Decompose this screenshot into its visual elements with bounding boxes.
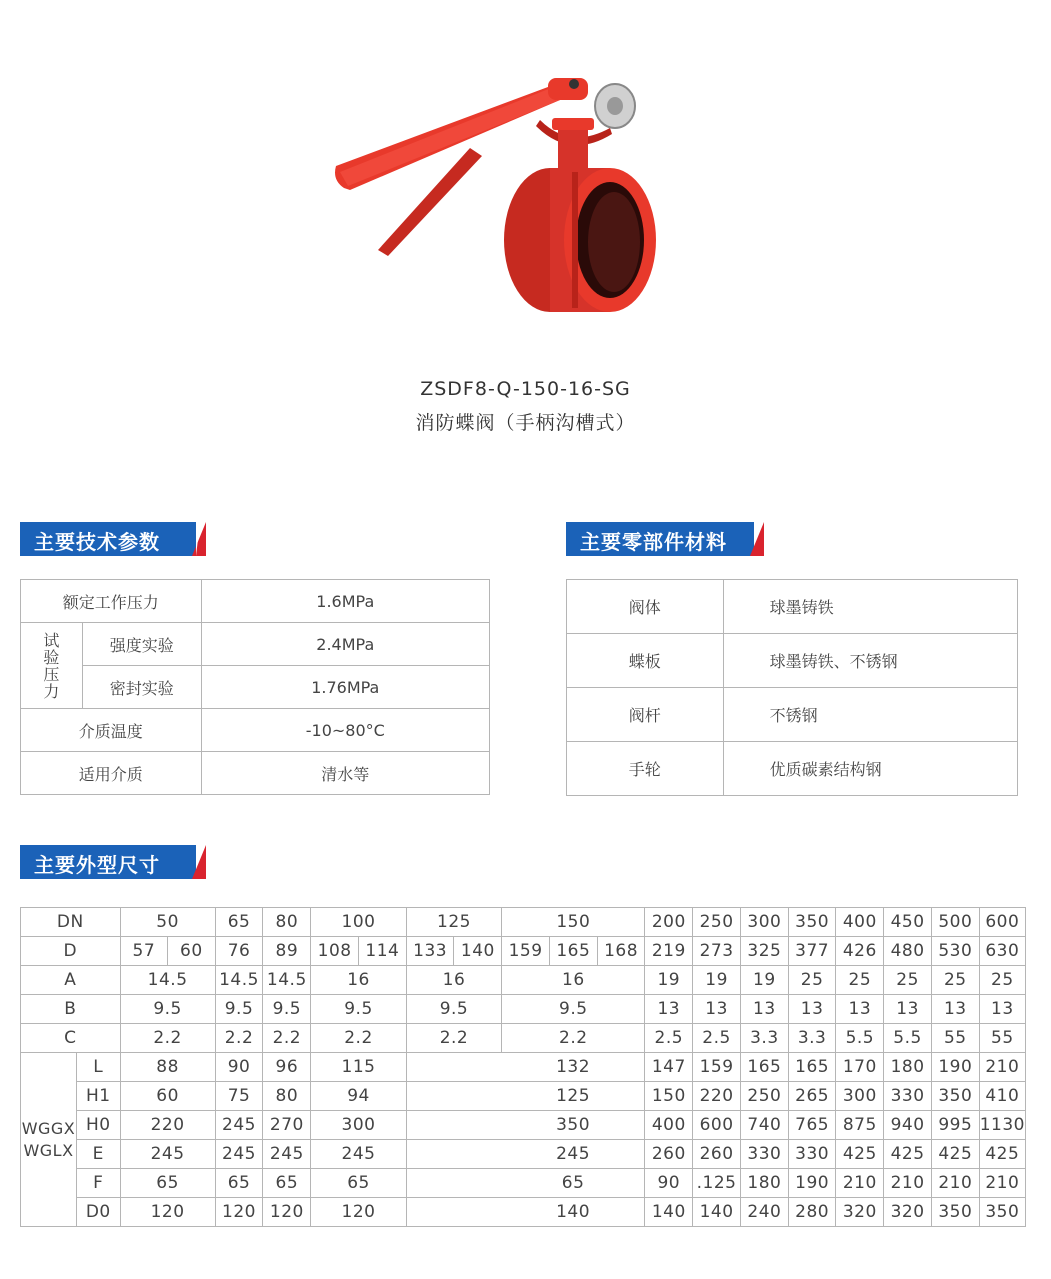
e-cell: 260 [693, 1140, 741, 1169]
seal-test-label: 密封实验 [82, 666, 201, 709]
h1-label: H1 [76, 1082, 120, 1111]
b-cell: 13 [741, 995, 789, 1024]
l-blank-cell [406, 1053, 501, 1082]
c-cell: 55 [979, 1024, 1025, 1053]
f-cell: 65 [502, 1169, 645, 1198]
d0-label: D0 [76, 1198, 120, 1227]
a-label: A [21, 966, 121, 995]
dn-label: DN [21, 908, 121, 937]
d0-cell: 140 [693, 1198, 741, 1227]
section-header-tech [20, 522, 200, 556]
part-material: 优质碳素结构钢 [723, 742, 1017, 796]
l-cell: 115 [311, 1053, 406, 1082]
f-cell: 210 [836, 1169, 884, 1198]
f-blank-cell [406, 1169, 501, 1198]
h0-cell: 600 [693, 1111, 741, 1140]
c-cell: 2.5 [645, 1024, 693, 1053]
d0-cell: 320 [836, 1198, 884, 1227]
d0-cell: 320 [884, 1198, 932, 1227]
b-cell: 13 [931, 995, 979, 1024]
rated-pressure-label: 额定工作压力 [21, 580, 202, 623]
d-cell: 76 [215, 937, 263, 966]
d0-cell: 350 [979, 1198, 1025, 1227]
dn-cell: 250 [693, 908, 741, 937]
product-model: ZSDF8-Q-150-16-SG [420, 378, 631, 400]
dn-cell: 80 [263, 908, 311, 937]
f-cell: 65 [215, 1169, 263, 1198]
table-row [21, 1111, 1026, 1140]
d0-cell: 120 [215, 1198, 263, 1227]
part-name: 手轮 [567, 742, 724, 796]
part-name: 阀体 [567, 580, 724, 634]
table-row [21, 966, 1026, 995]
part-name: 蝶板 [567, 634, 724, 688]
a-cell: 14.5 [215, 966, 263, 995]
e-cell: 245 [215, 1140, 263, 1169]
a-cell: 25 [788, 966, 836, 995]
e-cell: 425 [979, 1140, 1025, 1169]
h1-cell: 350 [931, 1082, 979, 1111]
a-cell: 25 [979, 966, 1025, 995]
b-cell: 13 [788, 995, 836, 1024]
a-cell: 19 [741, 966, 789, 995]
strength-test-label: 强度实验 [82, 623, 201, 666]
d-cell: 60 [168, 937, 216, 966]
b-label: B [21, 995, 121, 1024]
h0-cell: 875 [836, 1111, 884, 1140]
l-cell: 96 [263, 1053, 311, 1082]
c-cell: 2.2 [406, 1024, 501, 1053]
e-cell: 330 [741, 1140, 789, 1169]
materials-table [566, 579, 1018, 796]
e-cell: 245 [311, 1140, 406, 1169]
d-cell: 89 [263, 937, 311, 966]
d-cell: 273 [693, 937, 741, 966]
d-cell: 630 [979, 937, 1025, 966]
f-cell: .125 [693, 1169, 741, 1198]
h0-cell: 940 [884, 1111, 932, 1140]
d-cell: 57 [120, 937, 168, 966]
d0-cell: 120 [311, 1198, 406, 1227]
b-cell: 9.5 [120, 995, 215, 1024]
h0-cell: 300 [311, 1111, 406, 1140]
d-cell: 219 [645, 937, 693, 966]
part-name: 阀杆 [567, 688, 724, 742]
h0-cell: 740 [741, 1111, 789, 1140]
h0-cell: 765 [788, 1111, 836, 1140]
medium-temp-label: 介质温度 [21, 709, 202, 752]
d-cell: 133 [406, 937, 454, 966]
d-cell: 165 [549, 937, 597, 966]
table-row [21, 1169, 1026, 1198]
h0-cell: 400 [645, 1111, 693, 1140]
tech-params-table [20, 579, 490, 795]
l-cell: 180 [884, 1053, 932, 1082]
h0-label: H0 [76, 1111, 120, 1140]
a-cell: 14.5 [120, 966, 215, 995]
dn-cell: 100 [311, 908, 406, 937]
section-title-dimensions: 主要外型尺寸 [34, 853, 160, 877]
part-material: 球墨铸铁、不锈钢 [723, 634, 1017, 688]
f-cell: 180 [741, 1169, 789, 1198]
group-label-wggx: WGGX [21, 1118, 76, 1138]
h1-cell: 75 [215, 1082, 263, 1111]
b-cell: 9.5 [502, 995, 645, 1024]
h1-cell: 410 [979, 1082, 1025, 1111]
d-cell: 530 [931, 937, 979, 966]
f-cell: 210 [931, 1169, 979, 1198]
d0-cell: 280 [788, 1198, 836, 1227]
table-row [21, 752, 490, 795]
a-cell: 16 [406, 966, 501, 995]
d0-cell: 140 [502, 1198, 645, 1227]
table-row [567, 580, 1018, 634]
a-cell: 25 [931, 966, 979, 995]
b-cell: 13 [836, 995, 884, 1024]
l-cell: 90 [215, 1053, 263, 1082]
h0-cell: 245 [215, 1111, 263, 1140]
d-cell: 159 [502, 937, 550, 966]
section-header-dimensions [20, 845, 200, 879]
section-title-tech: 主要技术参数 [34, 530, 160, 554]
table-row [21, 995, 1026, 1024]
c-cell: 3.3 [788, 1024, 836, 1053]
group-label-wglx: WGLX [23, 1140, 74, 1160]
d0-cell: 140 [645, 1198, 693, 1227]
b-cell: 9.5 [311, 995, 406, 1024]
l-cell: 165 [741, 1053, 789, 1082]
e-cell: 245 [502, 1140, 645, 1169]
seal-test-value: 1.76MPa [201, 666, 489, 709]
strength-test-value: 2.4MPa [201, 623, 489, 666]
f-cell: 210 [884, 1169, 932, 1198]
c-cell: 2.2 [215, 1024, 263, 1053]
f-cell: 190 [788, 1169, 836, 1198]
b-cell: 9.5 [406, 995, 501, 1024]
section-title-materials: 主要零部件材料 [580, 530, 727, 554]
dn-cell: 400 [836, 908, 884, 937]
e-cell: 425 [931, 1140, 979, 1169]
b-cell: 9.5 [215, 995, 263, 1024]
e-cell: 425 [884, 1140, 932, 1169]
table-row [21, 623, 490, 666]
table-row [21, 709, 490, 752]
table-row [567, 688, 1018, 742]
medium-label: 适用介质 [21, 752, 202, 795]
l-cell: 88 [120, 1053, 215, 1082]
c-cell: 55 [931, 1024, 979, 1053]
table-row [21, 908, 1026, 937]
b-cell: 9.5 [263, 995, 311, 1024]
d-cell: 140 [454, 937, 502, 966]
h1-cell: 60 [120, 1082, 215, 1111]
d0-cell: 350 [931, 1198, 979, 1227]
e-label: E [76, 1140, 120, 1169]
h1-cell: 125 [502, 1082, 645, 1111]
l-cell: 190 [931, 1053, 979, 1082]
d0-cell: 120 [120, 1198, 215, 1227]
a-cell: 16 [311, 966, 406, 995]
dn-cell: 125 [406, 908, 501, 937]
table-row [21, 937, 1026, 966]
table-row [21, 1053, 1026, 1082]
h1-cell: 330 [884, 1082, 932, 1111]
d0-blank-cell [406, 1198, 501, 1227]
dn-cell: 450 [884, 908, 932, 937]
dn-cell: 200 [645, 908, 693, 937]
table-row [567, 634, 1018, 688]
h1-cell: 150 [645, 1082, 693, 1111]
c-cell: 2.5 [693, 1024, 741, 1053]
b-cell: 13 [979, 995, 1025, 1024]
d-cell: 426 [836, 937, 884, 966]
d0-cell: 120 [263, 1198, 311, 1227]
l-cell: 165 [788, 1053, 836, 1082]
dn-cell: 65 [215, 908, 263, 937]
a-cell: 16 [502, 966, 645, 995]
b-cell: 13 [645, 995, 693, 1024]
c-cell: 2.2 [502, 1024, 645, 1053]
test-pressure-label: 试 验 压 力 [21, 623, 83, 709]
butterfly-valve-image [320, 60, 680, 330]
d-cell: 168 [597, 937, 645, 966]
h1-cell: 250 [741, 1082, 789, 1111]
h1-cell: 80 [263, 1082, 311, 1111]
f-cell: 210 [979, 1169, 1025, 1198]
a-cell: 19 [645, 966, 693, 995]
d-cell: 114 [359, 937, 407, 966]
medium-temp-value: -10~80°C [201, 709, 489, 752]
table-row [567, 742, 1018, 796]
d-cell: 325 [741, 937, 789, 966]
d-cell: 480 [884, 937, 932, 966]
l-label: L [76, 1053, 120, 1082]
e-cell: 245 [120, 1140, 215, 1169]
a-cell: 25 [884, 966, 932, 995]
table-row [21, 1140, 1026, 1169]
d-label: D [21, 937, 121, 966]
h0-blank-cell [406, 1111, 501, 1140]
dn-cell: 600 [979, 908, 1025, 937]
c-cell: 3.3 [741, 1024, 789, 1053]
c-cell: 2.2 [263, 1024, 311, 1053]
f-cell: 90 [645, 1169, 693, 1198]
c-cell: 5.5 [884, 1024, 932, 1053]
h1-cell: 265 [788, 1082, 836, 1111]
f-cell: 65 [311, 1169, 406, 1198]
part-material: 不锈钢 [723, 688, 1017, 742]
rated-pressure-value: 1.6MPa [201, 580, 489, 623]
h0-cell: 995 [931, 1111, 979, 1140]
h1-cell: 300 [836, 1082, 884, 1111]
h0-cell: 1130 [979, 1111, 1025, 1140]
b-cell: 13 [884, 995, 932, 1024]
table-row [21, 666, 490, 709]
l-cell: 210 [979, 1053, 1025, 1082]
table-row [21, 1198, 1026, 1227]
b-cell: 13 [693, 995, 741, 1024]
medium-value: 清水等 [201, 752, 489, 795]
dn-cell: 150 [502, 908, 645, 937]
dn-cell: 50 [120, 908, 215, 937]
section-header-materials [566, 522, 764, 556]
group-label [21, 1053, 77, 1227]
l-cell: 147 [645, 1053, 693, 1082]
c-cell: 2.2 [120, 1024, 215, 1053]
e-cell: 425 [836, 1140, 884, 1169]
table-row [21, 580, 490, 623]
h0-cell: 270 [263, 1111, 311, 1140]
e-cell: 245 [263, 1140, 311, 1169]
product-name: 消防蝶阀（手柄沟槽式） [415, 412, 636, 434]
a-cell: 19 [693, 966, 741, 995]
f-cell: 65 [263, 1169, 311, 1198]
h1-blank-cell [406, 1082, 501, 1111]
f-cell: 65 [120, 1169, 215, 1198]
table-row [21, 1082, 1026, 1111]
c-cell: 5.5 [836, 1024, 884, 1053]
e-cell: 260 [645, 1140, 693, 1169]
part-material: 球墨铸铁 [723, 580, 1017, 634]
h0-cell: 350 [502, 1111, 645, 1140]
d-cell: 377 [788, 937, 836, 966]
h1-cell: 94 [311, 1082, 406, 1111]
d0-cell: 240 [741, 1198, 789, 1227]
h1-cell: 220 [693, 1082, 741, 1111]
dimensions-table [20, 907, 1026, 1227]
e-cell: 330 [788, 1140, 836, 1169]
dn-cell: 500 [931, 908, 979, 937]
l-cell: 170 [836, 1053, 884, 1082]
c-label: C [21, 1024, 121, 1053]
l-cell: 159 [693, 1053, 741, 1082]
l-cell: 132 [502, 1053, 645, 1082]
d-cell: 108 [311, 937, 359, 966]
table-row [21, 1024, 1026, 1053]
e-blank-cell [406, 1140, 501, 1169]
a-cell: 25 [836, 966, 884, 995]
f-label: F [76, 1169, 120, 1198]
c-cell: 2.2 [311, 1024, 406, 1053]
dn-cell: 300 [741, 908, 789, 937]
a-cell: 14.5 [263, 966, 311, 995]
dn-cell: 350 [788, 908, 836, 937]
h0-cell: 220 [120, 1111, 215, 1140]
